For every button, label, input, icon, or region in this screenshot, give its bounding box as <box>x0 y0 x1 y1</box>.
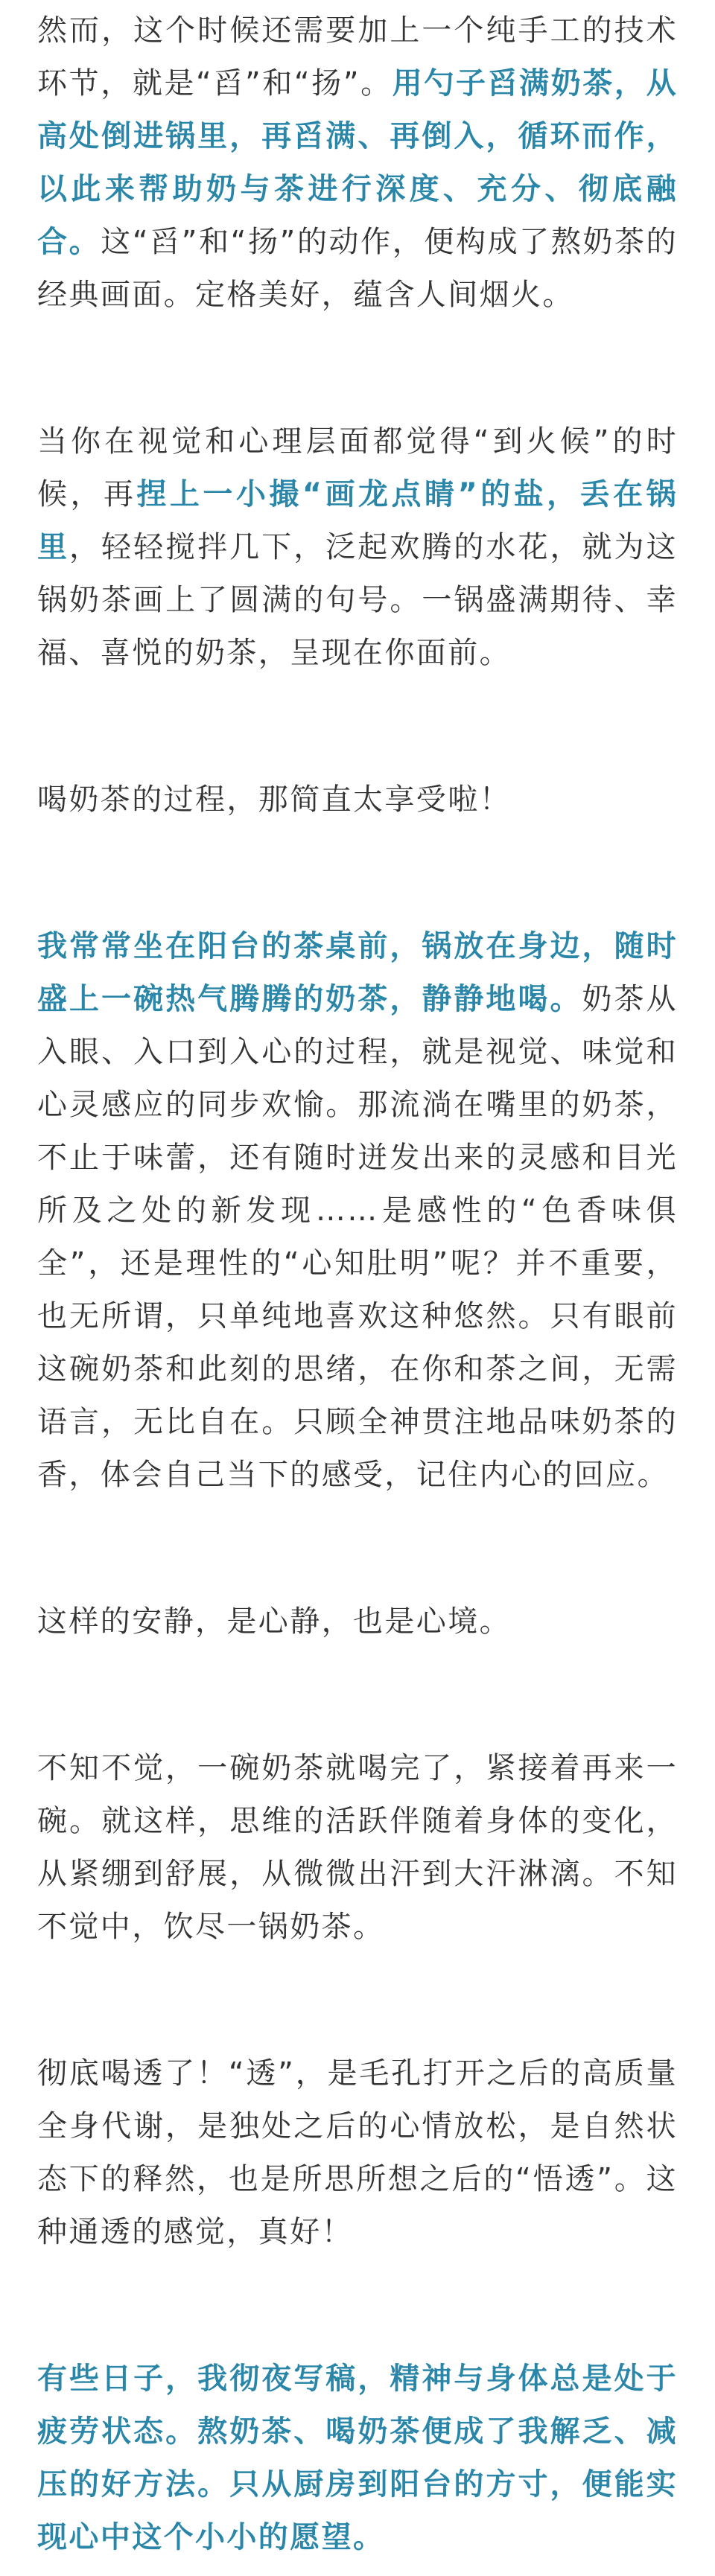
paragraph-balcony <box>37 920 678 1502</box>
paragraph-another-bowl <box>37 1742 678 1954</box>
paragraph-salt <box>37 415 678 680</box>
highlighted-text: 有些日子，我彻夜写稿，精神与身体总是处于疲劳状态。熬奶茶、喝奶茶便成了我解乏、减压的好方法。只从厨房到阳台的方寸，便能实现心中这个小小的愿望。 <box>37 2362 678 2554</box>
highlighted-text: 我常常坐在阳台的茶桌前，锅放在身边，随时盛上一碗热气腾腾的奶茶，静静地喝。 <box>37 929 678 1016</box>
paragraph-quiet <box>37 1595 678 1648</box>
paragraph-text: 当你在视觉和心理层面都觉得“到火候”的时候，再 <box>37 424 678 511</box>
paragraph-text: 这“舀”和“扬”的动作，便构成了熬奶茶的经典画面。定格美好，蕴含人间烟火。 <box>37 225 678 312</box>
paragraph-text: ，轻轻搅拌几下，泛起欢腾的水花，就为这锅奶茶画上了圆满的句号。一锅盛满期待、幸福、喜悦的奶茶，呈现在你面前。 <box>37 530 678 670</box>
paragraph-thorough <box>37 2047 678 2259</box>
paragraph-text: 彻底喝透了！“透”，是毛孔打开之后的高质量全身代谢，是独处之后的心情放松，是自然状态下的释然，也是所思所想之后的“悟透”。这种通透的感觉，真好！ <box>37 2056 678 2249</box>
paragraph-text: 奶茶从入眼、入口到入心的过程，就是视觉、味觉和心灵感应的同步欢愉。那流淌在嘴里的奶茶，不止于味蕾，还有随时迸发出来的灵感和目光所及之处的新发现……是感性的“色香味俱全”，还是理性的“心知肚明”呢？并不重要，也无所谓，只单纯地喜欢这种悠然。只有眼前这碗奶茶和此刻的思绪，在你和茶之间，无需语言，无比自在。只顾全神贯注地品味奶茶的香，体会自己当下的感受，记住内心的回应。 <box>37 982 678 1492</box>
paragraph-text: 不知不觉，一碗奶茶就喝完了，紧接着再来一碗。就这样，思维的活跃伴随着身体的变化，从紧绷到舒展，从微微出汗到大汗淋漓。不知不觉中，饮尽一锅奶茶。 <box>37 1751 678 1944</box>
paragraph-text: 然而，这个时候还需要加上一个纯手工的技术环节，就是“舀”和“扬”。 <box>37 13 678 101</box>
paragraph-fatigue <box>37 2353 678 2564</box>
paragraph-enjoy <box>37 774 678 826</box>
highlighted-text: 用勺子舀满奶茶，从高处倒进锅里，再舀满、再倒入，循环而作，以此来帮助奶与茶进行深度、充分、彻底融合。 <box>37 66 679 259</box>
paragraph-stirring <box>37 4 678 322</box>
highlighted-text: 捏上一小撮“画龙点睛”的盐，丢在锅里 <box>37 477 678 564</box>
paragraph-text: 这样的安静，是心静，也是心境。 <box>37 1604 511 1639</box>
paragraph-text: 喝奶茶的过程，那简直太享受啦！ <box>37 782 511 817</box>
